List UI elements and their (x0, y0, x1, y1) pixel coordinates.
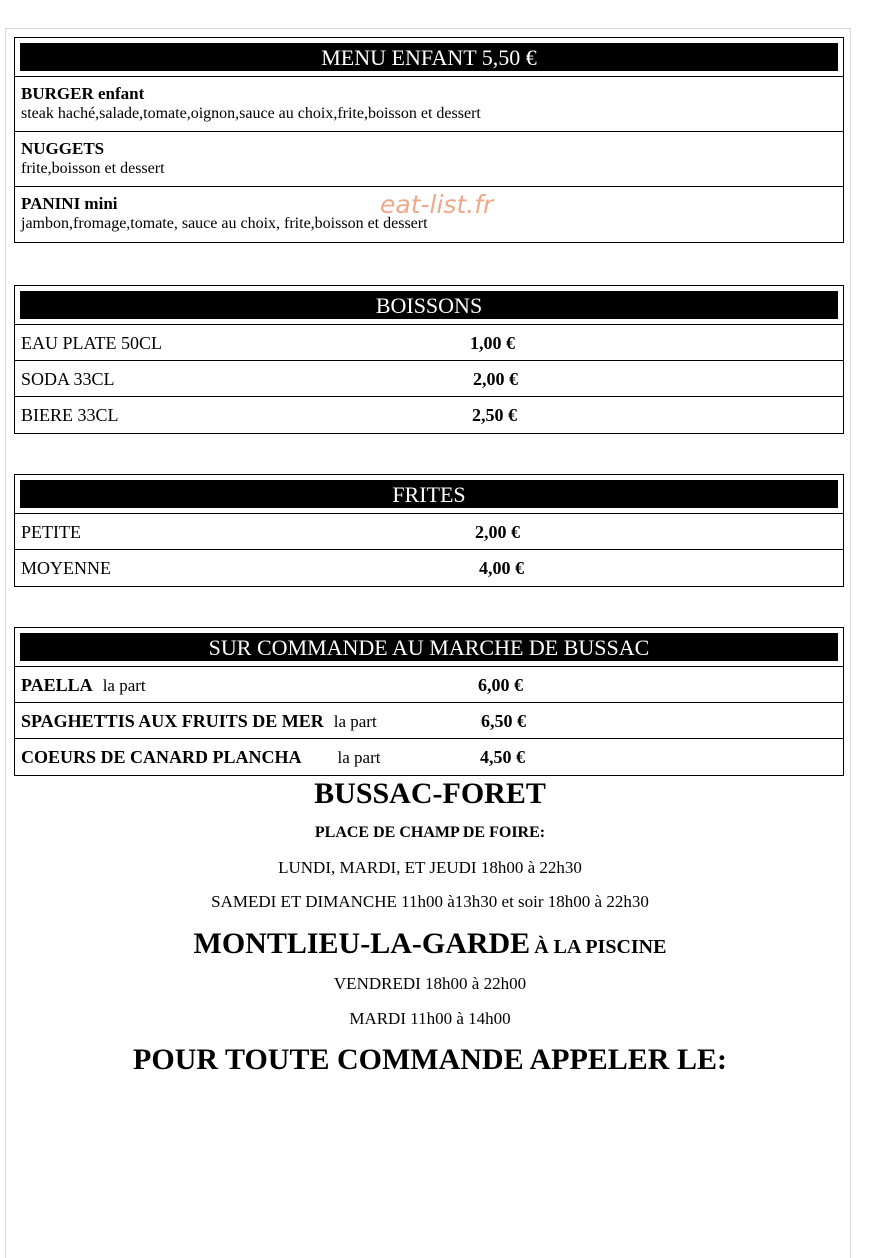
schedule-line: LUNDI, MARDI, ET JEUDI 18h00 à 22h30 (278, 858, 582, 877)
price-row-price: 2,00 € (473, 369, 518, 389)
schedule-line: VENDREDI 18h00 à 22h00 (333, 974, 527, 993)
dish-name: PAELLA (21, 675, 93, 695)
menu-enfant-title: MENU ENFANT 5,50 € (20, 43, 838, 71)
price-row-price: 2,50 € (472, 405, 517, 425)
price-row (15, 739, 843, 775)
frites-title: FRITES (20, 480, 838, 508)
price-row-label: EAU PLATE 50CL (21, 333, 162, 353)
price-row-label (21, 739, 380, 776)
price-row (15, 397, 843, 433)
price-row-label (21, 703, 377, 740)
price-row-label: PETITE (21, 522, 81, 542)
price-row (15, 703, 843, 739)
menu-item-desc: jambon,fromage,tomate, sauce au choix, frite,boisson et dessert (21, 215, 428, 232)
dish-unit: la part (333, 712, 377, 731)
city-montlieu (0, 924, 860, 969)
sur-commande-header (15, 628, 843, 667)
boissons-header (15, 286, 843, 325)
price-row (15, 514, 843, 550)
price-row-price: 2,00 € (475, 522, 520, 542)
price-row-label: SODA 33CL (21, 369, 115, 389)
menu-item-desc: frite,boisson et dessert (21, 160, 165, 177)
price-row-price: 6,00 € (478, 675, 523, 695)
price-row (15, 361, 843, 397)
price-row (15, 325, 843, 361)
dish-name: COEURS DE CANARD PLANCHA (21, 747, 302, 767)
dish-name: SPAGHETTIS AUX FRUITS DE MER (21, 711, 324, 731)
dish-unit: la part (102, 676, 146, 695)
menu-item (15, 77, 843, 132)
call-to-order: POUR TOUTE COMMANDE APPELER LE: (133, 1043, 727, 1076)
menu-item-desc: steak haché,salade,tomate,oignon,sauce au choix,frite,boisson et dessert (21, 105, 481, 122)
city-montlieu-name: MONTLIEU-LA-GARDE (193, 927, 531, 960)
boissons-title: BOISSONS (20, 291, 838, 319)
menu-item (15, 132, 843, 187)
place-champ-de-foire: PLACE DE CHAMP DE FOIRE: (314, 824, 546, 841)
frites-header (15, 475, 843, 514)
watermark: eat-list.fr (380, 190, 494, 219)
menu-item-name: BURGER enfant (21, 84, 145, 103)
menu-enfant-header (15, 38, 843, 77)
menu-item-name: NUGGETS (21, 139, 105, 158)
price-row-price: 4,00 € (479, 558, 524, 578)
price-row-price: 1,00 € (470, 333, 515, 353)
price-row-label: MOYENNE (21, 558, 111, 578)
price-row-label: BIERE 33CL (21, 405, 119, 425)
menu-item-name: PANINI mini (21, 194, 118, 213)
frites-box (14, 474, 844, 587)
price-row-price: 4,50 € (480, 747, 525, 767)
schedule-line: MARDI 11h00 à 14h00 (349, 1009, 511, 1028)
place-piscine: À LA PISCINE (534, 936, 667, 958)
sur-commande-box (14, 627, 844, 776)
price-row (15, 667, 843, 703)
boissons-box (14, 285, 844, 434)
price-row (15, 550, 843, 586)
sur-commande-title: SUR COMMANDE AU MARCHE DE BUSSAC (20, 633, 838, 661)
price-row-price: 6,50 € (481, 711, 526, 731)
schedule-line: SAMEDI ET DIMANCHE 11h00 à13h30 et soir 18h00 à 22h30 (211, 892, 649, 911)
city-bussac-foret: BUSSAC-FORET (314, 777, 546, 810)
price-row-label (21, 667, 146, 704)
dish-unit: la part (337, 748, 381, 767)
